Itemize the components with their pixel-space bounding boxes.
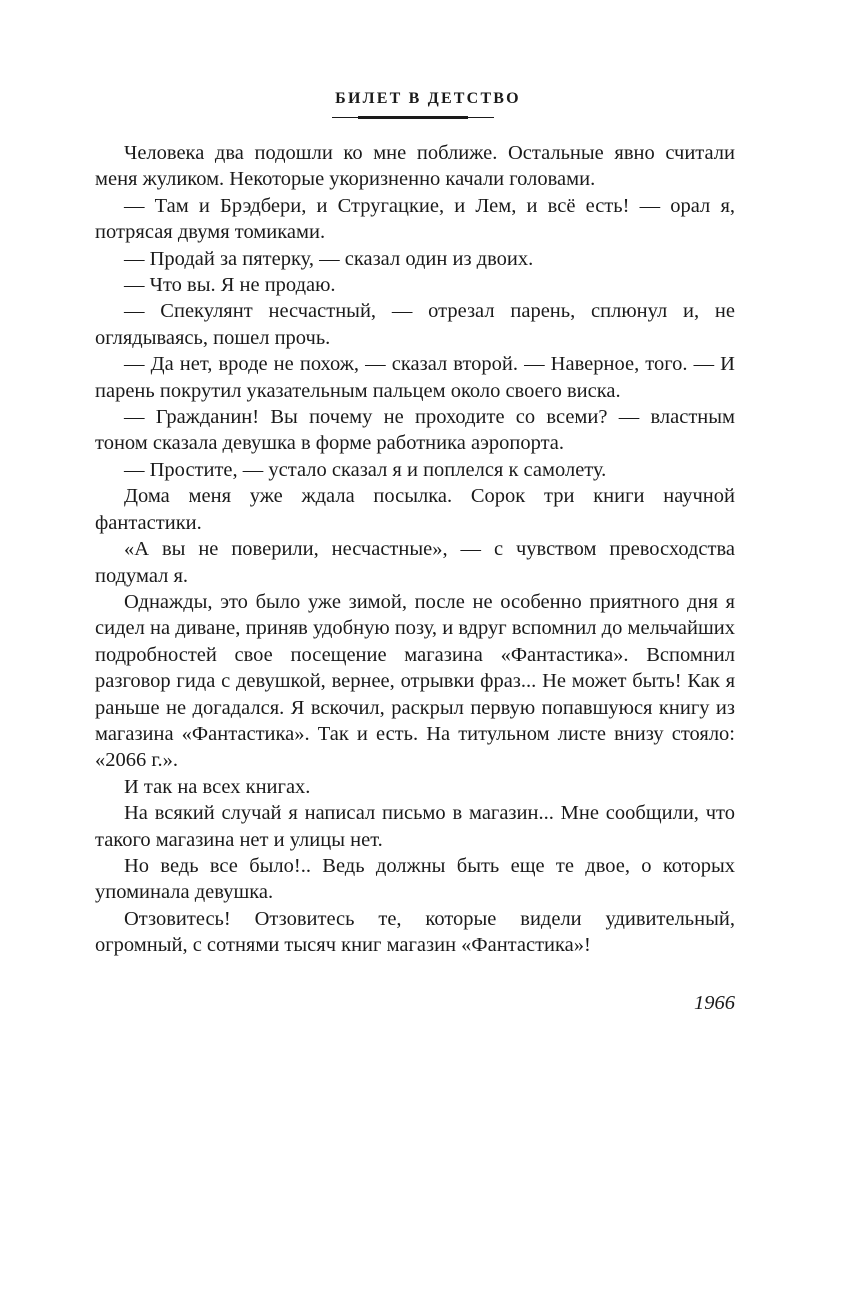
paragraph: — Продай за пятерку, — сказал один из двоих. [124, 247, 534, 270]
paragraph: «А вы не поверили, несчастные», — с чувством превосходства подумал я. [95, 538, 735, 587]
paragraph: И так на всех книгах. [124, 775, 311, 798]
paragraph: — Спекулянт несчастный, — отрезал парень, сплюнул и, не оглядываясь, пошел прочь. [95, 300, 735, 349]
story-date: 1966 [694, 992, 735, 1014]
paragraph: Человека два подошли ко мне поближе. Остальные явно считали меня жуликом. Некоторые укоризненно качали головами. [95, 142, 735, 191]
paragraph: Однажды, это было уже зимой, после не особенно приятного дня я сидел на диване, приняв удобную позу, и вдруг вспомнил до мельчайших подробностей свое посещение магазина «Фантастика». Вспомнил разговор гида с девушкой, вернее, отрывки фраз... Не может быть! Как я раньше не догадался. Я вскочил, раскрыл первую попавшуюся книгу из магазина «Фантастика». Так и есть. На титульном листе внизу стояло: «2066 г.». [95, 590, 735, 772]
paragraph: — Что вы. Я не продаю. [124, 274, 336, 297]
paragraph: Но ведь все было!.. Ведь должны быть еще те двое, о которых упоминала девушка. [95, 854, 735, 904]
paragraph: — Гражданин! Вы почему не проходите со всеми? — властным тоном сказала девушка в форме работника аэропорта. [95, 406, 735, 455]
paragraph: Дома меня уже ждала посылка. Сорок три книги научной фантастики. [95, 485, 735, 534]
paragraph: На всякий случай я написал письмо в магазин... Мне сообщили, что такого магазина нет и улицы нет. [95, 802, 735, 851]
header-rule-accent [358, 116, 468, 119]
paragraph: — Простите, — устало сказал я и поплелся к самолету. [124, 458, 607, 481]
running-head-title: БИЛЕТ В ДЕТСТВО [335, 90, 521, 107]
paragraph: — Там и Брэдбери, и Стругацкие, и Лем, и всё есть! — орал я, потрясая двумя томиками. [95, 194, 735, 244]
paragraph: Отзовитесь! Отзовитесь те, которые видели удивительный, огромный, с сотнями тысяч книг магазин «Фантастика»! [95, 907, 735, 957]
paragraph: — Да нет, вроде не похож, — сказал второй. — Наверное, того. — И парень покрутил указательным пальцем около своего виска. [95, 353, 735, 402]
body-text [95, 140, 735, 959]
